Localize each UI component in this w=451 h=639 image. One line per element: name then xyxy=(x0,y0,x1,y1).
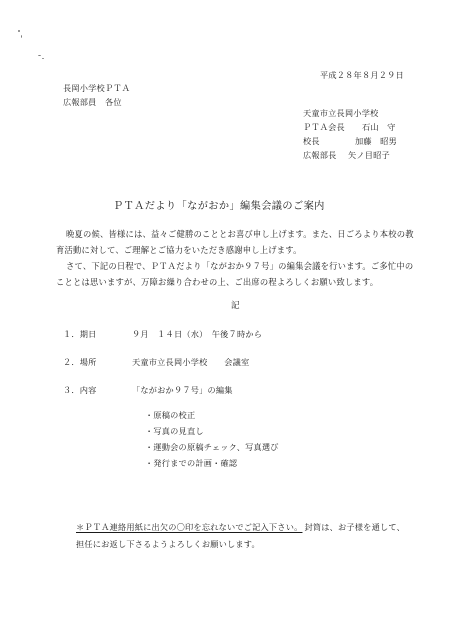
recipient-dept: 広報部員 各位 xyxy=(63,97,122,107)
document-title: ＰＴＡだより「ながおか」編集会議のご案内 xyxy=(113,201,325,212)
footer-line2: 担任にお返し下さるようよろしくお願いします。 xyxy=(76,539,260,549)
item-date-value: ９月 １４日（水） 午後７時から xyxy=(132,329,263,339)
bullet-item: ・写真の見直し xyxy=(145,426,204,436)
sender-role-pr: 広報部長 xyxy=(303,150,337,160)
body-para2-line1: さて、下記の日程で、ＰＴＡだより「ながおか９７号」の編集会議を行います。ご多忙中の xyxy=(66,261,414,271)
item-date-label: １．期日 xyxy=(63,329,97,339)
item-place-value: 天童市立長岡小学校 会議室 xyxy=(132,357,250,367)
scan-speck xyxy=(18,30,20,32)
body-para2-line2: こととは思いますが、万障お繰り合わせの上、ご出席の程よろしくお願い致します。 xyxy=(56,277,379,287)
body-para1-line2: 育活動に対して、ご理解とご協力をいただき感謝申し上げます。 xyxy=(56,245,302,255)
footer-underlined-note: ＊ＰＴＡ連絡用紙に出欠の〇印を忘れないでご記入下さい。 xyxy=(76,522,303,532)
item-place-label: ２．場所 xyxy=(63,357,97,367)
scan-speck xyxy=(38,55,41,56)
bullet-item: ・発行までの計画・確認 xyxy=(145,458,238,468)
sender-name-pta: 石山 守 xyxy=(362,122,396,132)
sender-school: 天童市立長岡小学校 xyxy=(303,108,379,118)
sender-name-pr: 矢ノ目昭子 xyxy=(348,150,390,160)
footer-line1 xyxy=(76,523,405,531)
sender-role-principal: 校長 xyxy=(303,136,320,146)
item-content-label: ３．内容 xyxy=(63,385,97,395)
bullet-item: ・運動会の原稿チェック、写真選び xyxy=(145,442,279,452)
recipient-school: 長岡小学校ＰＴＡ xyxy=(63,83,131,93)
footer-note-rest: 封筒は、お子様を通して、 xyxy=(304,522,405,532)
bullet-item: ・原稿の校正 xyxy=(145,410,196,420)
document-date: 平成２８年８月２９日 xyxy=(320,70,404,80)
ki-heading: 記 xyxy=(231,301,240,311)
item-content-value: 「ながおか９７号」の編集 xyxy=(132,385,233,395)
scan-speck xyxy=(42,58,44,59)
sender-name-principal: 加藤 昭男 xyxy=(355,136,397,146)
scan-speck xyxy=(21,35,22,38)
body-para1-line1: 晩夏の候、皆様には、益々ご健勝のこととお喜び申し上げます。また、日ごろより本校の教 xyxy=(66,229,414,239)
sender-role-pta: ＰＴＡ会長 xyxy=(303,122,345,132)
